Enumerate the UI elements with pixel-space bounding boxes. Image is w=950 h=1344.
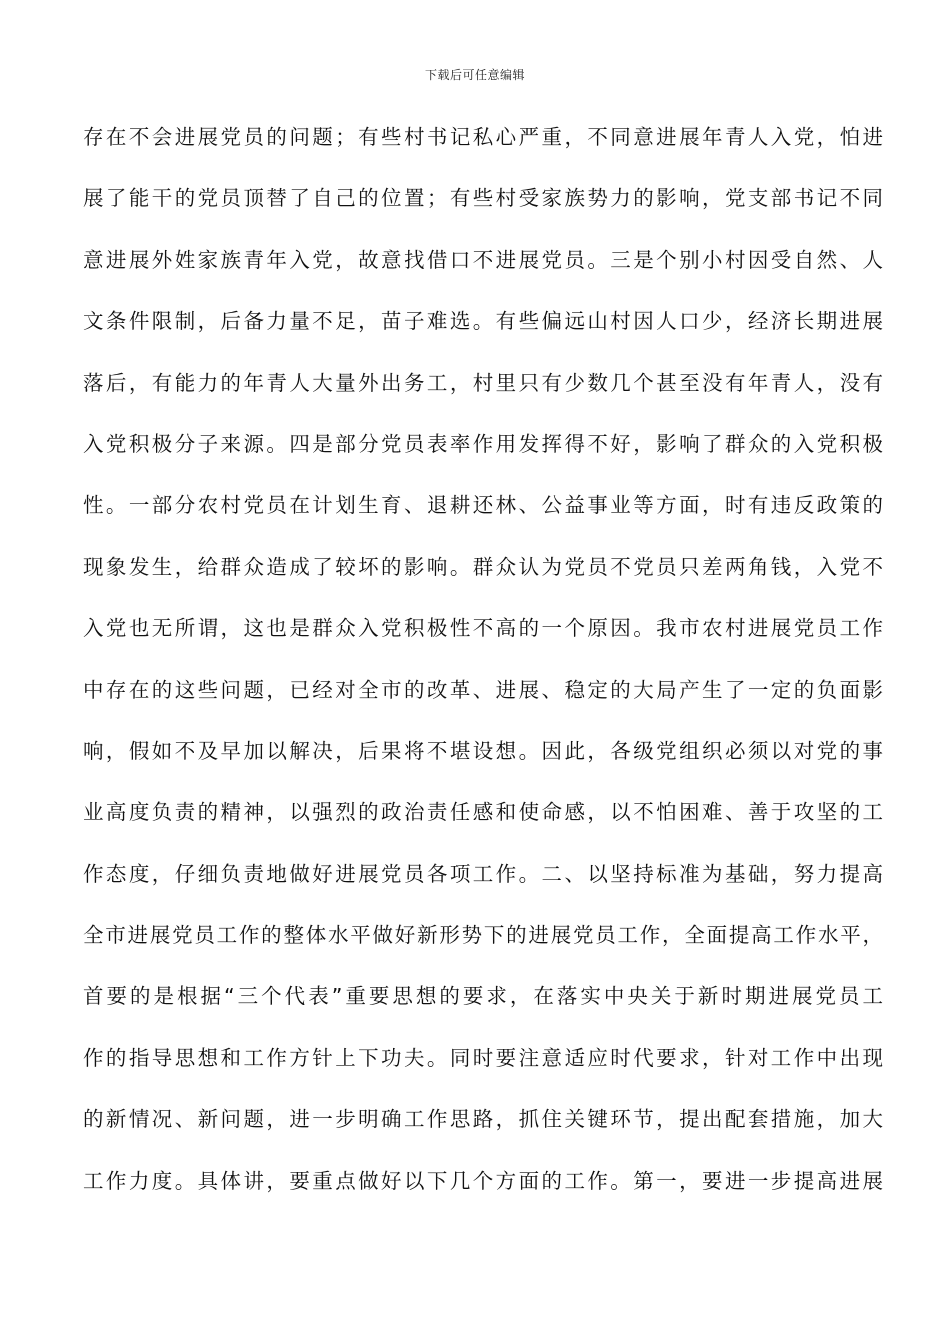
text-line: 业高度负责的精神，以强烈的政治责任感和使命感，以不怕困难、善于攻坚的工 [83, 800, 883, 825]
text-line: 工作力度。具体讲，要重点做好以下几个方面的工作。第一，要进一步提高进展 [83, 1168, 883, 1193]
text-line: 作态度，仔细负责地做好进展党员各项工作。二、以坚持标准为基础，努力提高 [83, 861, 883, 886]
text-line: 性。一部分农村党员在计划生育、退耕还林、公益事业等方面，时有违反政策的 [83, 493, 883, 518]
text-line: 入党也无所谓，这也是群众入党积极性不高的一个原因。我市农村进展党员工作 [83, 616, 883, 641]
text-line: 响，假如不及早加以解决，后果将不堪设想。因此，各级党组织必须以对党的事 [83, 738, 883, 763]
text-line: 文条件限制，后备力量不足，苗子难选。有些偏远山村因人口少，经济长期进展 [83, 309, 883, 334]
text-line: 作的指导思想和工作方针上下功夫。同时要注意适应时代要求，针对工作中出现 [83, 1045, 883, 1070]
text-line: 展了能干的党员顶替了自己的位置；有些村受家族势力的影响，党支部书记不同 [83, 186, 883, 211]
text-line: 落后，有能力的年青人大量外出务工，村里只有少数几个甚至没有年青人，没有 [83, 370, 883, 395]
text-line: 意进展外姓家族青年入党，故意找借口不进展党员。三是个别小村因受自然、人 [83, 247, 883, 272]
page-header: 下载后可任意编辑 [424, 68, 525, 82]
text-line: 首要的是根据“三个代表”重要思想的要求，在落实中央关于新时期进展党员工 [83, 984, 883, 1009]
text-line: 的新情况、新问题，进一步明确工作思路，抓住关键环节，提出配套措施，加大 [83, 1107, 883, 1132]
text-line: 全市进展党员工作的整体水平做好新形势下的进展党员工作，全面提高工作水平， [83, 923, 883, 948]
text-line: 中存在的这些问题，已经对全市的改革、进展、稳定的大局产生了一定的负面影 [83, 677, 883, 702]
text-line: 入党积极分子来源。四是部分党员表率作用发挥得不好，影响了群众的入党积极 [83, 431, 883, 456]
text-line: 存在不会进展党员的问题；有些村书记私心严重，不同意进展年青人入党，怕进 [83, 125, 883, 149]
body-paragraph [83, 117, 883, 1222]
text-line: 现象发生，给群众造成了较坏的影响。群众认为党员不党员只差两角钱，入党不 [83, 554, 883, 579]
